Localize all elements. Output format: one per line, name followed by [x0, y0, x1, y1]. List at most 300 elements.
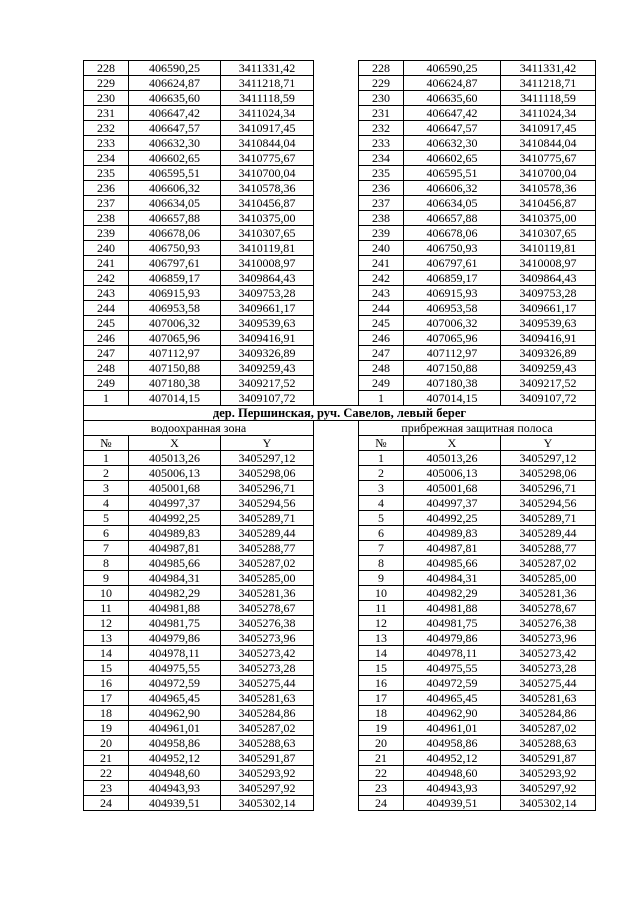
coord-x: 404982,29 — [129, 586, 221, 601]
coord-y: 3405287,02 — [221, 721, 314, 736]
point-number: 22 — [359, 766, 404, 781]
table-row — [84, 496, 596, 511]
coord-x: 404958,86 — [404, 736, 501, 751]
point-number: 9 — [359, 571, 404, 586]
coord-y: 3405273,96 — [501, 631, 596, 646]
header-x: X — [404, 436, 501, 451]
column-gap — [314, 181, 359, 196]
point-number: 249 — [359, 376, 404, 391]
point-number: 6 — [359, 526, 404, 541]
coord-x: 405013,26 — [404, 451, 501, 466]
point-number: 243 — [359, 286, 404, 301]
column-gap — [314, 526, 359, 541]
point-number: 233 — [84, 136, 129, 151]
column-gap — [314, 91, 359, 106]
coord-x: 406632,30 — [404, 136, 501, 151]
point-number: 4 — [359, 496, 404, 511]
column-gap — [314, 481, 359, 496]
point-number: 231 — [84, 106, 129, 121]
coord-y: 3409753,28 — [501, 286, 596, 301]
coord-x: 406590,25 — [404, 61, 501, 76]
table-row — [84, 526, 596, 541]
point-number: 243 — [84, 286, 129, 301]
coord-x: 405006,13 — [129, 466, 221, 481]
table-row — [84, 766, 596, 781]
column-gap — [314, 616, 359, 631]
point-number: 1 — [359, 451, 404, 466]
table-row — [84, 61, 596, 76]
coord-x: 404943,93 — [404, 781, 501, 796]
coord-x: 406602,65 — [404, 151, 501, 166]
coord-x: 404978,11 — [404, 646, 501, 661]
coord-x: 404987,81 — [404, 541, 501, 556]
column-gap — [314, 796, 359, 811]
point-number: 10 — [84, 586, 129, 601]
coord-x: 404981,88 — [129, 601, 221, 616]
column-gap — [314, 751, 359, 766]
coord-y: 3405294,56 — [221, 496, 314, 511]
column-gap — [314, 421, 359, 436]
coord-y: 3410917,45 — [501, 121, 596, 136]
coord-x: 407180,38 — [129, 376, 221, 391]
coord-x: 406595,51 — [129, 166, 221, 181]
table-row — [84, 676, 596, 691]
coord-y: 3409107,72 — [501, 391, 596, 406]
column-gap — [314, 361, 359, 376]
point-number: 5 — [359, 511, 404, 526]
coord-x: 406647,57 — [404, 121, 501, 136]
coord-y: 3405297,92 — [221, 781, 314, 796]
table-row — [84, 76, 596, 91]
coord-x: 404984,31 — [129, 571, 221, 586]
column-gap — [314, 166, 359, 181]
point-number: 234 — [84, 151, 129, 166]
point-number: 20 — [84, 736, 129, 751]
column-gap — [314, 211, 359, 226]
table-row — [84, 196, 596, 211]
point-number: 4 — [84, 496, 129, 511]
coord-y: 3405298,06 — [221, 466, 314, 481]
coord-y: 3410578,36 — [501, 181, 596, 196]
point-number: 229 — [84, 76, 129, 91]
coord-x: 404978,11 — [129, 646, 221, 661]
table-row — [84, 736, 596, 751]
coord-y: 3410307,65 — [221, 226, 314, 241]
column-gap — [314, 376, 359, 391]
point-number: 233 — [359, 136, 404, 151]
coord-x: 404992,25 — [129, 511, 221, 526]
column-gap — [314, 196, 359, 211]
table-row — [84, 721, 596, 736]
coord-y: 3405291,87 — [501, 751, 596, 766]
column-gap — [314, 271, 359, 286]
coord-y: 3405289,71 — [501, 511, 596, 526]
point-number: 10 — [359, 586, 404, 601]
point-number: 3 — [84, 481, 129, 496]
table-row — [84, 361, 596, 376]
point-number: 237 — [359, 196, 404, 211]
point-number: 18 — [84, 706, 129, 721]
point-number: 14 — [359, 646, 404, 661]
water-protection-zone-label: водоохранная зона — [84, 421, 314, 436]
point-number: 247 — [84, 346, 129, 361]
coord-x: 407006,32 — [129, 316, 221, 331]
coord-y: 3405281,36 — [501, 586, 596, 601]
column-gap — [314, 766, 359, 781]
column-gap — [314, 61, 359, 76]
table-row — [84, 466, 596, 481]
column-gap — [314, 106, 359, 121]
coord-y: 3405287,02 — [221, 556, 314, 571]
coord-x: 406915,93 — [129, 286, 221, 301]
coord-y: 3410700,04 — [221, 166, 314, 181]
table-row — [84, 661, 596, 676]
table-row — [84, 616, 596, 631]
coord-y: 3405281,63 — [501, 691, 596, 706]
coord-y: 3405275,44 — [221, 676, 314, 691]
table-row — [84, 391, 596, 406]
coord-x: 404985,66 — [404, 556, 501, 571]
coord-y: 3410775,67 — [501, 151, 596, 166]
column-gap — [314, 631, 359, 646]
coord-x: 404981,75 — [404, 616, 501, 631]
coord-x: 404981,88 — [404, 601, 501, 616]
table-row — [84, 556, 596, 571]
coord-y: 3409416,91 — [501, 331, 596, 346]
column-gap — [314, 241, 359, 256]
coord-y: 3405273,96 — [221, 631, 314, 646]
coord-x: 404952,12 — [129, 751, 221, 766]
coord-y: 3405288,63 — [501, 736, 596, 751]
point-number: 3 — [359, 481, 404, 496]
point-number: 239 — [84, 226, 129, 241]
coord-y: 3410775,67 — [221, 151, 314, 166]
coord-x: 404948,60 — [129, 766, 221, 781]
point-number: 238 — [84, 211, 129, 226]
point-number: 23 — [359, 781, 404, 796]
point-number: 241 — [84, 256, 129, 271]
coord-x: 404979,86 — [404, 631, 501, 646]
coord-y: 3411024,34 — [221, 106, 314, 121]
coord-y: 3405289,71 — [221, 511, 314, 526]
coord-x: 404985,66 — [129, 556, 221, 571]
coord-x: 404961,01 — [404, 721, 501, 736]
coord-y: 3405278,67 — [501, 601, 596, 616]
point-number: 11 — [84, 601, 129, 616]
table-row — [84, 211, 596, 226]
coord-x: 404997,37 — [404, 496, 501, 511]
point-number: 228 — [84, 61, 129, 76]
table-row — [84, 151, 596, 166]
coord-y: 3409661,17 — [501, 301, 596, 316]
coord-x: 406606,32 — [129, 181, 221, 196]
coord-y: 3405284,86 — [501, 706, 596, 721]
point-number: 16 — [359, 676, 404, 691]
column-gap — [314, 391, 359, 406]
coord-x: 407112,97 — [129, 346, 221, 361]
header-number: № — [359, 436, 404, 451]
coord-y: 3410917,45 — [221, 121, 314, 136]
continuation-rows — [84, 61, 596, 406]
column-gap — [314, 451, 359, 466]
point-number: 246 — [359, 331, 404, 346]
coord-x: 404982,29 — [404, 586, 501, 601]
point-number: 18 — [359, 706, 404, 721]
column-gap — [314, 586, 359, 601]
coord-x: 406647,42 — [404, 106, 501, 121]
table-row — [84, 346, 596, 361]
section-header — [84, 406, 596, 451]
column-gap — [314, 691, 359, 706]
coord-y: 3405287,02 — [501, 721, 596, 736]
coord-y: 3405302,14 — [221, 796, 314, 811]
coord-y: 3410578,36 — [221, 181, 314, 196]
coord-x: 404958,86 — [129, 736, 221, 751]
coord-x: 404989,83 — [129, 526, 221, 541]
column-gap — [314, 256, 359, 271]
point-number: 240 — [84, 241, 129, 256]
table-row — [84, 271, 596, 286]
point-number: 2 — [359, 466, 404, 481]
table-row — [84, 376, 596, 391]
coord-x: 404997,37 — [129, 496, 221, 511]
coord-x: 404987,81 — [129, 541, 221, 556]
coord-x: 407150,88 — [129, 361, 221, 376]
table-row — [84, 316, 596, 331]
point-number: 247 — [359, 346, 404, 361]
table-row — [84, 166, 596, 181]
coord-x: 406953,58 — [129, 301, 221, 316]
coord-y: 3411218,71 — [221, 76, 314, 91]
coord-y: 3405284,86 — [221, 706, 314, 721]
section-title: дер. Першинская, руч. Савелов, левый берег — [84, 406, 596, 421]
coord-x: 407112,97 — [404, 346, 501, 361]
coord-x: 406797,61 — [129, 256, 221, 271]
point-number: 12 — [84, 616, 129, 631]
coord-x: 404943,93 — [129, 781, 221, 796]
column-gap — [314, 541, 359, 556]
coord-x: 406624,87 — [129, 76, 221, 91]
coord-x: 407014,15 — [129, 391, 221, 406]
point-number: 236 — [359, 181, 404, 196]
coord-y: 3405288,63 — [221, 736, 314, 751]
point-number: 11 — [359, 601, 404, 616]
coord-y: 3409259,43 — [501, 361, 596, 376]
point-number: 24 — [84, 796, 129, 811]
coord-y: 3405298,06 — [501, 466, 596, 481]
coord-x: 406859,17 — [404, 271, 501, 286]
point-number: 246 — [84, 331, 129, 346]
coord-x: 404972,59 — [129, 676, 221, 691]
coord-y: 3405297,12 — [221, 451, 314, 466]
section-title-row — [84, 406, 596, 421]
point-number: 15 — [84, 661, 129, 676]
coord-x: 406750,93 — [129, 241, 221, 256]
table-row — [84, 571, 596, 586]
coord-y: 3405276,38 — [221, 616, 314, 631]
column-gap — [314, 781, 359, 796]
table-row — [84, 241, 596, 256]
column-gap — [314, 571, 359, 586]
table-row — [84, 541, 596, 556]
point-number: 24 — [359, 796, 404, 811]
table-row — [84, 511, 596, 526]
coord-x: 406634,05 — [404, 196, 501, 211]
coord-y: 3410700,04 — [501, 166, 596, 181]
coord-x: 407180,38 — [404, 376, 501, 391]
column-gap — [314, 601, 359, 616]
table-row — [84, 106, 596, 121]
header-y: Y — [221, 436, 314, 451]
coord-x: 404962,90 — [129, 706, 221, 721]
point-number: 22 — [84, 766, 129, 781]
coord-x: 407150,88 — [404, 361, 501, 376]
coord-x: 405013,26 — [129, 451, 221, 466]
coord-y: 3410375,00 — [501, 211, 596, 226]
coord-x: 404939,51 — [129, 796, 221, 811]
coastal-protective-strip-label: прибрежная защитная полоса — [359, 421, 596, 436]
point-number: 244 — [84, 301, 129, 316]
coord-x: 406634,05 — [129, 196, 221, 211]
column-gap — [314, 496, 359, 511]
coord-x: 407006,32 — [404, 316, 501, 331]
point-number: 19 — [359, 721, 404, 736]
table-row — [84, 691, 596, 706]
point-number: 245 — [84, 316, 129, 331]
coord-y: 3405288,77 — [221, 541, 314, 556]
coord-y: 3405273,28 — [221, 661, 314, 676]
point-number: 2 — [84, 466, 129, 481]
coord-y: 3405293,92 — [221, 766, 314, 781]
coord-x: 404992,25 — [404, 511, 501, 526]
coord-x: 404961,01 — [129, 721, 221, 736]
column-gap — [314, 331, 359, 346]
coord-y: 3405285,00 — [501, 571, 596, 586]
coord-y: 3409259,43 — [221, 361, 314, 376]
coord-x: 405006,13 — [404, 466, 501, 481]
coord-y: 3410307,65 — [501, 226, 596, 241]
point-number: 1 — [84, 451, 129, 466]
column-gap — [314, 151, 359, 166]
coord-x: 406590,25 — [129, 61, 221, 76]
point-number: 23 — [84, 781, 129, 796]
point-number: 17 — [84, 691, 129, 706]
coord-x: 404981,75 — [129, 616, 221, 631]
coord-y: 3410844,04 — [501, 136, 596, 151]
point-number: 245 — [359, 316, 404, 331]
point-number: 232 — [359, 121, 404, 136]
coord-y: 3410375,00 — [221, 211, 314, 226]
coord-x: 404948,60 — [404, 766, 501, 781]
coord-y: 3409539,63 — [501, 316, 596, 331]
point-number: 248 — [84, 361, 129, 376]
column-gap — [314, 286, 359, 301]
column-gap — [314, 661, 359, 676]
coord-x: 406750,93 — [404, 241, 501, 256]
coord-y: 3405296,71 — [501, 481, 596, 496]
coord-y: 3410008,97 — [501, 256, 596, 271]
coord-y: 3405294,56 — [501, 496, 596, 511]
column-gap — [314, 136, 359, 151]
table-row — [84, 646, 596, 661]
coord-y: 3409107,72 — [221, 391, 314, 406]
point-number: 13 — [84, 631, 129, 646]
point-number: 230 — [359, 91, 404, 106]
point-number: 249 — [84, 376, 129, 391]
column-gap — [314, 346, 359, 361]
section-rows — [84, 451, 596, 811]
coord-y: 3410119,81 — [221, 241, 314, 256]
coord-x: 404979,86 — [129, 631, 221, 646]
coord-x: 406797,61 — [404, 256, 501, 271]
column-gap — [314, 301, 359, 316]
point-number: 238 — [359, 211, 404, 226]
column-gap — [314, 511, 359, 526]
coord-x: 407014,15 — [404, 391, 501, 406]
column-gap — [314, 646, 359, 661]
coord-x: 405001,68 — [404, 481, 501, 496]
point-number: 16 — [84, 676, 129, 691]
table-row — [84, 796, 596, 811]
column-gap — [314, 721, 359, 736]
table-row — [84, 451, 596, 466]
coord-y: 3405273,42 — [501, 646, 596, 661]
coord-y: 3411331,42 — [221, 61, 314, 76]
coord-y: 3410456,87 — [221, 196, 314, 211]
coordinates-table — [83, 60, 596, 811]
table-row — [84, 751, 596, 766]
point-number: 8 — [84, 556, 129, 571]
coord-y: 3411118,59 — [501, 91, 596, 106]
point-number: 15 — [359, 661, 404, 676]
coord-x: 406657,88 — [404, 211, 501, 226]
coord-y: 3411024,34 — [501, 106, 596, 121]
point-number: 231 — [359, 106, 404, 121]
coord-y: 3409217,52 — [501, 376, 596, 391]
coord-x: 404975,55 — [404, 661, 501, 676]
point-number: 12 — [359, 616, 404, 631]
coord-y: 3410008,97 — [221, 256, 314, 271]
table-row — [84, 631, 596, 646]
coord-x: 404965,45 — [404, 691, 501, 706]
zone-label-row — [84, 421, 596, 436]
coord-y: 3405281,36 — [221, 586, 314, 601]
coord-x: 404975,55 — [129, 661, 221, 676]
column-gap — [314, 316, 359, 331]
table-row — [84, 226, 596, 241]
point-number: 232 — [84, 121, 129, 136]
point-number: 5 — [84, 511, 129, 526]
coord-x: 406635,60 — [404, 91, 501, 106]
point-number: 9 — [84, 571, 129, 586]
point-number: 240 — [359, 241, 404, 256]
coord-y: 3409864,43 — [221, 271, 314, 286]
coord-y: 3409217,52 — [221, 376, 314, 391]
coord-x: 406647,42 — [129, 106, 221, 121]
coord-x: 406624,87 — [404, 76, 501, 91]
coord-y: 3410119,81 — [501, 241, 596, 256]
table-row — [84, 331, 596, 346]
point-number: 241 — [359, 256, 404, 271]
coord-y: 3411218,71 — [501, 76, 596, 91]
point-number: 20 — [359, 736, 404, 751]
table-row — [84, 301, 596, 316]
table-row — [84, 91, 596, 106]
coord-x: 404972,59 — [404, 676, 501, 691]
point-number: 229 — [359, 76, 404, 91]
point-number: 21 — [359, 751, 404, 766]
coord-y: 3405297,12 — [501, 451, 596, 466]
